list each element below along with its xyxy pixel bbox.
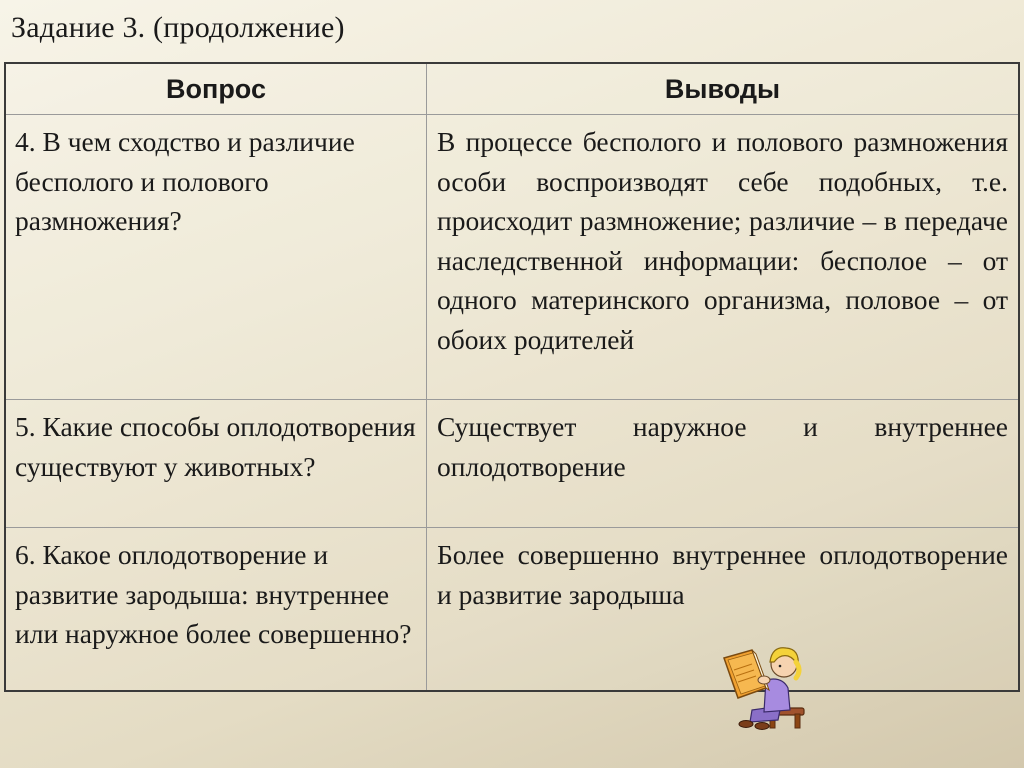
question-cell: 4. В чем сходство и различие бесполого и полового размножения? xyxy=(15,126,355,236)
answer-cell: Существует наружное и внутреннее оплодотворение xyxy=(426,400,1018,527)
child-reading-book-icon xyxy=(722,640,808,730)
questions-table xyxy=(4,62,1020,692)
answer-cell: В процессе бесполого и полового размножения особи воспроизводят себе подобных, т.е. происходит размножение; различие – в передаче наследственной информации: бесполое – от одного материнского организма, половое – от обоих родителей xyxy=(426,115,1018,399)
question-cell: 6. Какое оплодотворение и развитие зародыша: внутреннее или наружное более совершенно? xyxy=(15,539,412,649)
table-row xyxy=(6,527,1018,690)
question-cell: 5. Какие способы оплодотворения существуют у животных? xyxy=(15,411,416,482)
header-conclusions: Выводы xyxy=(426,64,1018,114)
table-header-row xyxy=(6,64,1018,114)
table-row xyxy=(6,114,1018,399)
answer-cell: Более совершенно внутреннее оплодотворение и развитие зародыша xyxy=(426,528,1018,690)
header-question: Вопрос xyxy=(166,74,266,104)
slide-title: Задание 3. (продолжение) xyxy=(11,11,345,44)
table-row xyxy=(6,399,1018,527)
